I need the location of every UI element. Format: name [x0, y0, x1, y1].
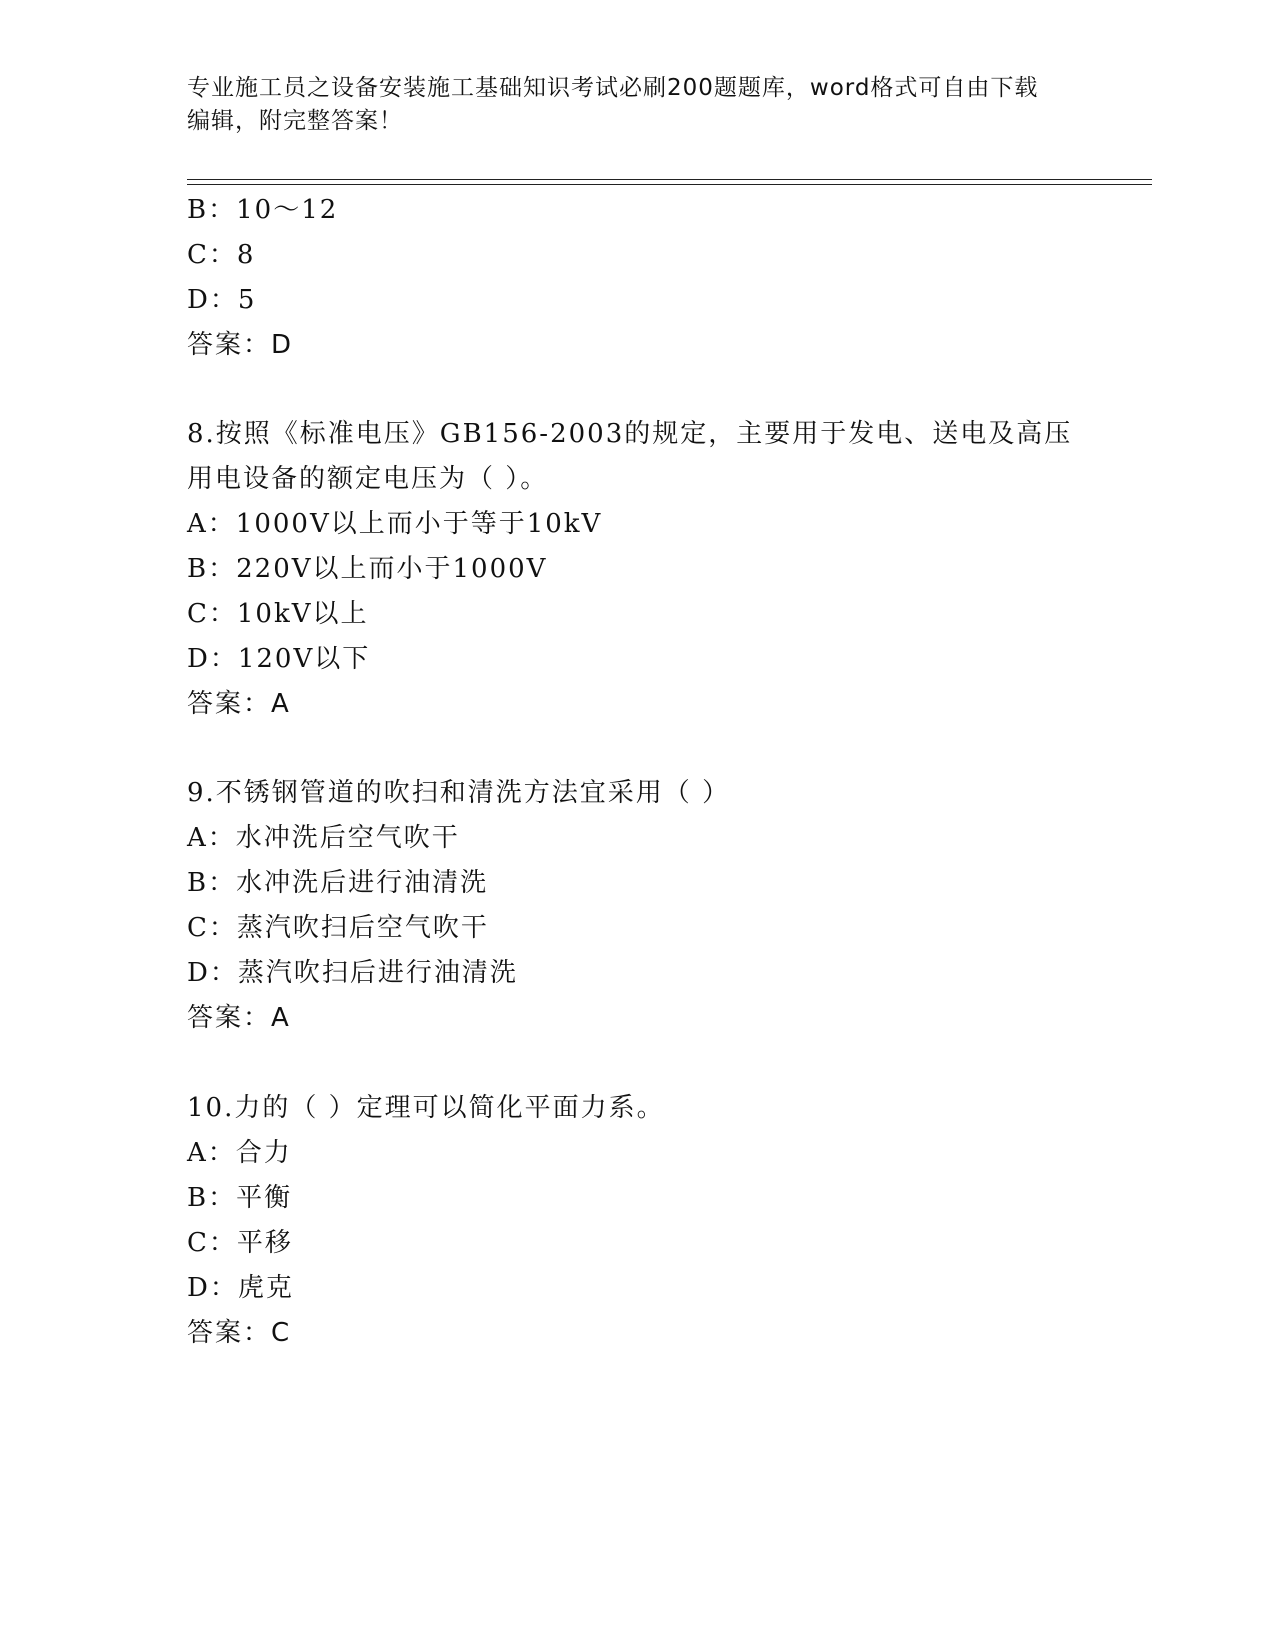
prev-option-d: D：5 [187, 285, 257, 315]
q9-stem: 9.不锈钢管道的吹扫和清洗方法宜采用（ ） [187, 778, 731, 808]
q8-option-d: D：120V以下 [187, 644, 371, 674]
q8-answer: 答案：A [187, 689, 291, 719]
header-title-line-2: 编辑，附完整答案！ [187, 108, 403, 134]
prev-option-b: B：10～12 [187, 195, 339, 225]
prev-answer: 答案：D [187, 330, 294, 360]
q10-option-a: A：合力 [187, 1138, 292, 1168]
header-rule-bottom [187, 184, 1152, 185]
q9-option-c: C：蒸汽吹扫后空气吹干 [187, 913, 489, 943]
q8-option-a: A：1000V以上而小于等于10kV [187, 509, 603, 539]
q10-stem: 10.力的（ ）定理可以简化平面力系。 [187, 1093, 665, 1123]
q10-option-c: C：平移 [187, 1228, 293, 1258]
q9-option-d: D：蒸汽吹扫后进行油清洗 [187, 958, 518, 988]
q9-option-a: A：水冲洗后空气吹干 [187, 823, 460, 853]
q9-option-b: B：水冲洗后进行油清洗 [187, 868, 489, 898]
header-rule-top [187, 179, 1152, 180]
q10-option-d: D：虎克 [187, 1273, 294, 1303]
q10-option-b: B：平衡 [187, 1183, 293, 1213]
q8-stem-line-1: 8.按照《标准电压》GB156-2003的规定，主要用于发电、送电及高压 [187, 419, 1073, 449]
q8-option-b: B：220V以上而小于1000V [187, 554, 548, 584]
prev-option-c: C：8 [187, 240, 256, 270]
header-title-line-1: 专业施工员之设备安装施工基础知识考试必刷200题题库，word格式可自由下载 [187, 75, 1039, 101]
q9-answer: 答案：A [187, 1003, 291, 1033]
document-header [187, 72, 1087, 138]
q10-answer: 答案：C [187, 1318, 292, 1348]
q8-stem-line-2: 用电设备的额定电压为（ ）。 [187, 464, 549, 494]
q8-option-c: C：10kV以上 [187, 599, 369, 629]
